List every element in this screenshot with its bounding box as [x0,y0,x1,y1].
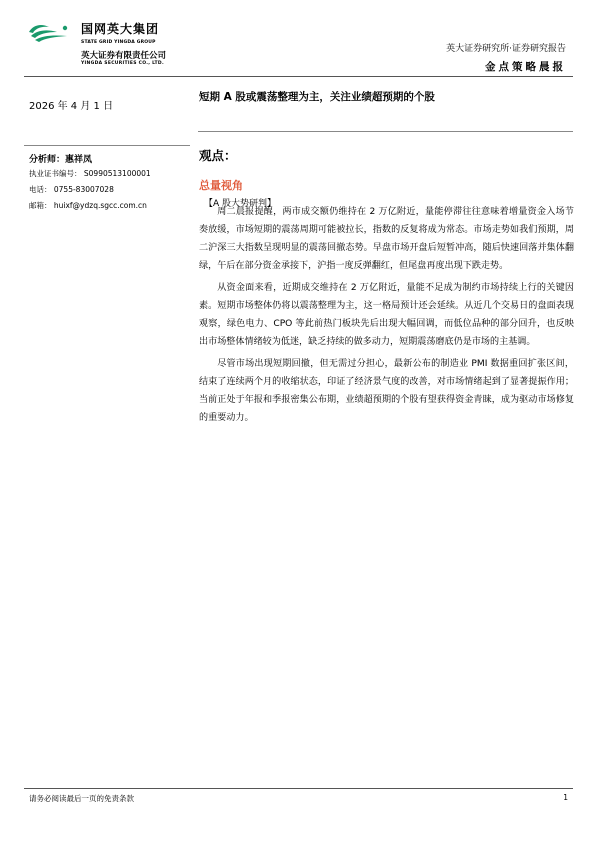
analyst-phone: 电话： 0755-83007028 [29,185,114,194]
analyst-license: 执业证书编号： S0990513100001 [29,169,151,178]
title-divider [198,131,573,132]
body-paragraph-3: 尽管市场出现短期回撤，但无需过分担心，最新公布的制造业 PMI 数据重回扩张区间，结束了连续两个月的收缩状态，印证了经济景气度的改善，对市场情绪起到了显著提振作用；当前正处于年报和季报密集公布期，业绩超预期的个股有望获得资金青睐，成为驱动市场修复的重要动力。 [199,359,574,423]
disclaimer-note[interactable]: 请务必阅读最后一页的免责条款 [29,794,134,803]
topic-tag: 【A 股大势研判】 [204,199,277,209]
company-name-cn: 英大证券有限责任公司 [81,51,167,61]
company-name-en: YINGDA SECURITIES CO., LTD. [81,61,164,66]
report-series-title: 金点策略晨报 [485,61,566,73]
section-heading: 总量视角 [199,179,243,192]
report-date: 2026 年 4 月 1 日 [29,101,114,112]
footer-divider [24,788,573,789]
institute-label: 英大证券研究所·证券研究报告 [446,44,566,54]
viewpoint-heading: 观点： [199,148,237,163]
body-paragraph-1: 周二晨报提醒，两市成交额仍维持在 2 万亿附近，量能停滞往往意味着增量资金入场节奏放缓，市场短期的震荡周期可能被拉长，指数的反复将成为常态。市场走势如我们预期，周二沪深三大指数呈现明显的震荡回撤态势。早盘市场开盘后短暂冲高，随后快速回落并集体翻绿，午后在部分资金承接下，沪指一度反弹翻红，但尾盘再度出现下跌走势。 [199,207,574,271]
analyst-name: 分析师：惠祥凤 [29,155,93,165]
sidebar-divider [24,145,190,146]
group-name-en: STATE GRID YINGDA GROUP [81,40,156,45]
report-title: 短期 A 股或震荡整理为主，关注业绩超预期的个股 [199,91,435,103]
group-name-cn: 国网英大集团 [81,22,160,36]
body-paragraph-2: 从资金面来看，近期成交维持在 2 万亿附近，量能不足成为制约市场持续上行的关键因素。短期市场整体仍将以震荡整理为主，这一格局预计还会延续。从近几个交易日的盘面表现观察，绿色电力、CPO 等此前热门板块先后出现大幅回调，而低位品种的部分回升，也反映出市场整体情绪较为低迷，缺乏持续的做多动力，短期震荡磨底仍是市场的主基调。 [199,283,574,347]
page-number: 1 [563,793,568,802]
analyst-email[interactable]: 邮箱： huixf@ydzq.sgcc.com.cn [29,201,147,210]
company-logo-icon [27,21,73,43]
header-divider [24,76,573,77]
